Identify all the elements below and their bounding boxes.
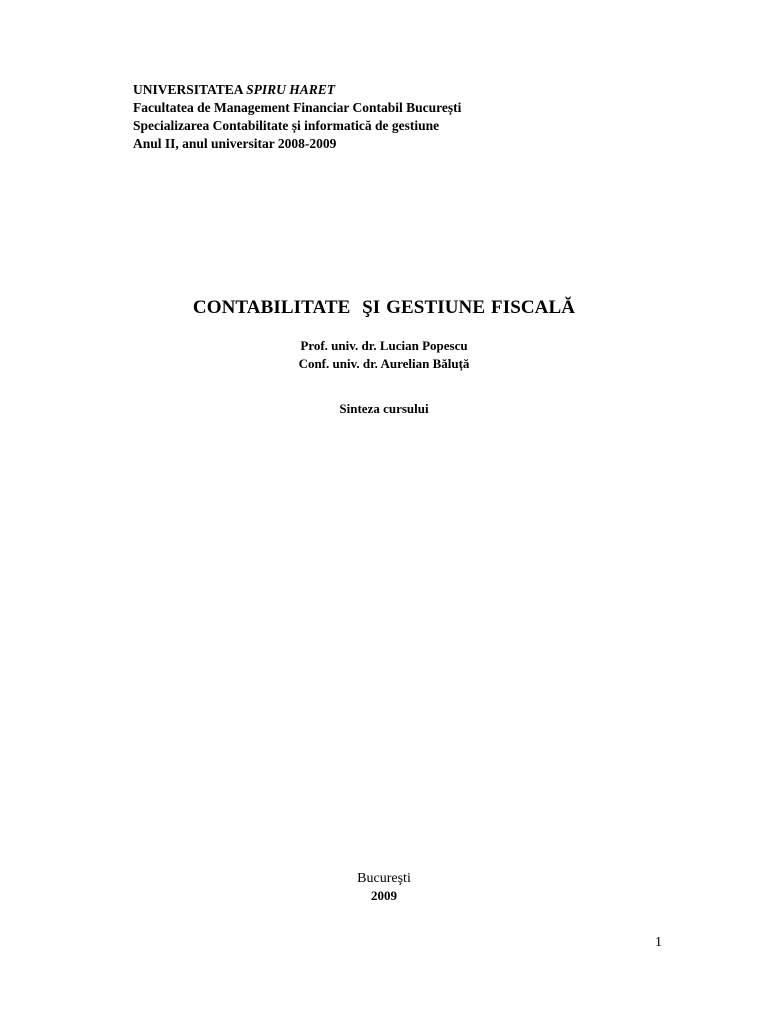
publication-city: Bucureşti bbox=[357, 871, 411, 886]
page-number: 1 bbox=[655, 935, 662, 950]
document-subtitle: Sinteza cursului bbox=[339, 401, 429, 416]
university-name: SPIRU HARET bbox=[246, 82, 336, 97]
document-title: CONTABILITATE ŞI GESTIUNE FISCALĂ bbox=[192, 297, 576, 318]
institution-header bbox=[133, 81, 461, 153]
publication-year: 2009 bbox=[371, 888, 397, 903]
university-prefix: UNIVERSITATEA bbox=[133, 82, 247, 97]
academic-year-line: Anul II, anul universitar 2008-2009 bbox=[133, 136, 337, 151]
author-1: Prof. univ. dr. Lucian Popescu bbox=[300, 338, 468, 353]
specialization-line: Specializarea Contabilitate și informatică de gestiune bbox=[133, 118, 440, 133]
author-2: Conf. univ. dr. Aurelian Băluță bbox=[298, 356, 470, 371]
university-line bbox=[133, 81, 461, 99]
faculty-line: Facultatea de Management Financiar Contabil București bbox=[133, 100, 462, 115]
authors-block bbox=[0, 337, 768, 373]
